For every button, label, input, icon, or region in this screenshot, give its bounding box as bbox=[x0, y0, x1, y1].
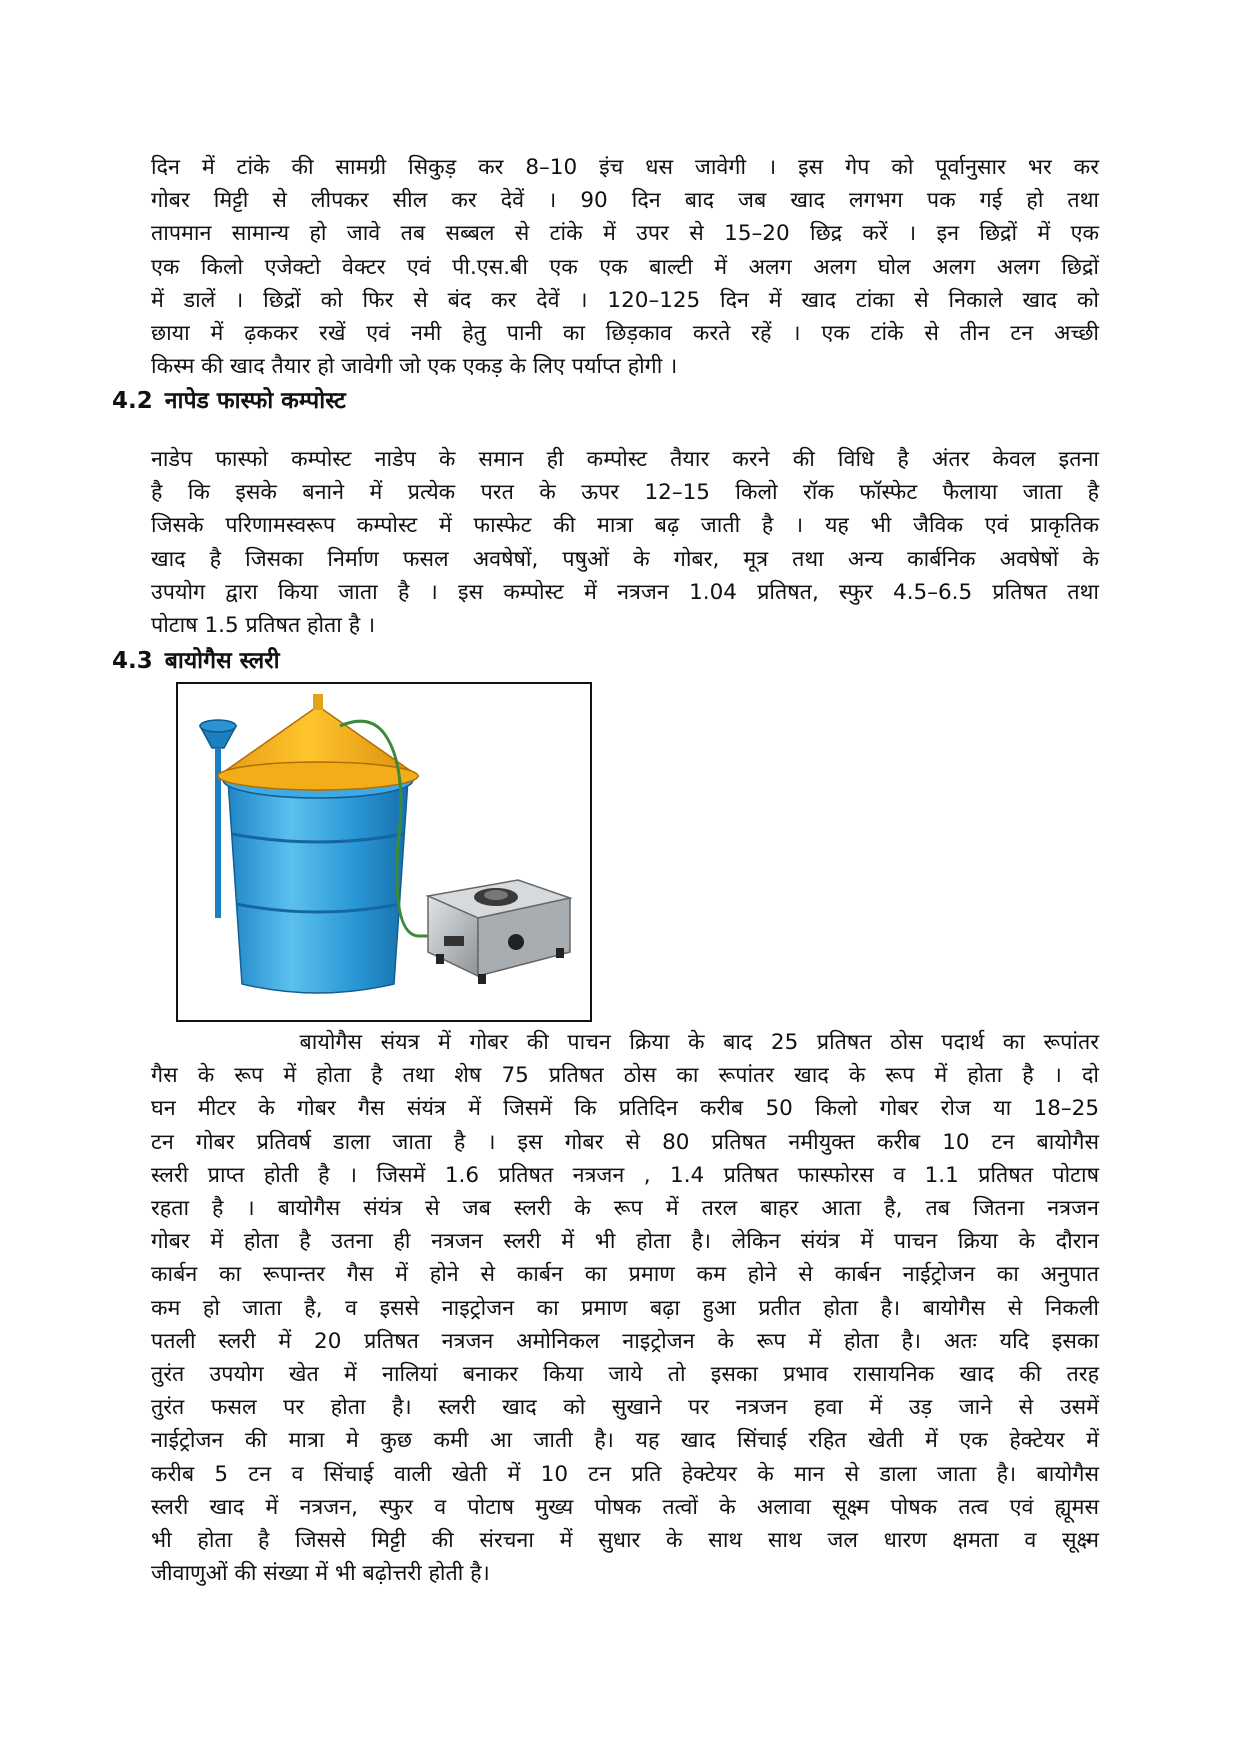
text-line: तुरंत फसल पर होता है। स्लरी खाद को सुखाने पर नत्रजन हवा में उड़ जाने से उसमें bbox=[151, 1395, 1099, 1421]
paragraph-naped-phospho bbox=[151, 443, 1099, 642]
text-line: तुरंत उपयोग खेत में नालियां बनाकर किया जाये तो इसका प्रभाव रासायनिक खाद की तरह bbox=[151, 1362, 1099, 1388]
text-line: खाद है जिसका निर्माण फसल अवषेषों, पषुओं के गोबर, मूत्र तथा अन्य कार्बनिक अवषेषों के bbox=[151, 546, 1099, 572]
biogas-plant-image bbox=[178, 684, 590, 1020]
text-line: स्लरी प्राप्त होती है । जिसमें 1.6 प्रतिषत नत्रजन , 1.4 प्रतिषत फास्फोरस व 1.1 प्रतिषत पोटाष bbox=[151, 1162, 1099, 1188]
text-line: जीवाणुओं की संख्या में भी बढ़ोत्तरी होती है। bbox=[151, 1561, 490, 1587]
paragraph-intro bbox=[151, 151, 1099, 383]
text-line: गैस के रूप में होता है तथा शेष 75 प्रतिषत ठोस का रूपांतर खाद के रूप में होता है । दो bbox=[151, 1063, 1099, 1089]
paragraph-biogas-slurry bbox=[151, 1026, 1099, 1590]
text-line: नाडेप फास्फो कम्पोस्ट नाडेप के समान ही कम्पोस्ट तैयार करने की विधि है अंतर केवल इतना bbox=[151, 447, 1099, 472]
section-title: बायोगैस स्लरी bbox=[164, 648, 280, 674]
text-line: उपयोग द्वारा किया जाता है । इस कम्पोस्ट में नत्रजन 1.04 प्रतिषत, स्फुर 4.5–6.5 प्रतिषत तथा bbox=[151, 579, 1099, 605]
section-heading-4-3 bbox=[112, 643, 280, 675]
text-line: गोबर मिट्टी से लीपकर सील कर देवें । 90 दिन बाद जब खाद लगभग पक गई हो तथा bbox=[151, 188, 1099, 214]
section-title: नापेड फास्फो कम्पोस्ट bbox=[164, 388, 346, 414]
biogas-plant-figure bbox=[176, 682, 592, 1022]
text-line: है कि इसके बनाने में प्रत्येक परत के ऊपर 12–15 किलो रॉक फॉस्फेट फैलाया जाता है bbox=[151, 480, 1099, 506]
text-line: कार्बन का रूपान्तर गैस में होने से कार्बन का प्रमाण कम होने से कार्बन नाईट्रोजन का अनुपात bbox=[151, 1262, 1099, 1288]
text-line: भी होता है जिससे मिट्टी की संरचना में सुधार के साथ साथ जल धारण क्षमता व सूक्ष्म bbox=[151, 1528, 1099, 1554]
text-line: में डालें । छिद्रों को फिर से बंद कर देवें । 120–125 दिन में खाद टांका से निकाले खाद को bbox=[151, 287, 1099, 313]
text-line: गोबर में होता है उतना ही नत्रजन स्लरी में भी होता है। लेकिन संयंत्र में पाचन क्रिया के दौरान bbox=[151, 1229, 1099, 1255]
text-line: दिन में टांके की सामग्री सिकुड़ कर 8–10 इंच धस जावेगी । इस गेप को पूर्वानुसार भर कर bbox=[151, 155, 1099, 180]
section-number: 4.2 bbox=[112, 388, 153, 414]
text-line: एक किलो एजेक्टो वेक्टर एवं पी.एस.बी एक एक बाल्टी में अलग अलग घोल अलग अलग छिद्रों bbox=[151, 254, 1099, 280]
text-line: किस्म की खाद तैयार हो जावेगी जो एक एकड़ के लिए पर्याप्त होगी । bbox=[151, 354, 678, 380]
text-line: जिसके परिणामस्वरूप कम्पोस्ट में फास्फेट की मात्रा बढ़ जाती है । यह भी जैविक एवं प्राकृतिक bbox=[151, 513, 1099, 539]
text-line: बायोगैस संयत्र में गोबर की पाचन क्रिया के बाद 25 प्रतिषत ठोस पदार्थ का रूपांतर bbox=[151, 1030, 1099, 1055]
text-line: करीब 5 टन व सिंचाई वाली खेती में 10 टन प्रति हेक्टेयर के मान से डाला जाता है। बायोगैस bbox=[151, 1461, 1099, 1487]
text-line: टन गोबर प्रतिवर्ष डाला जाता है । इस गोबर से 80 प्रतिषत नमीयुक्त करीब 10 टन बायोगैस bbox=[151, 1129, 1099, 1155]
section-heading-4-2 bbox=[112, 383, 346, 415]
text-line: तापमान सामान्य हो जावे तब सब्बल से टांके में उपर से 15–20 छिद्र करें । इन छिद्रों में एक bbox=[151, 221, 1099, 247]
text-line: कम हो जाता है, व इससे नाइट्रोजन का प्रमाण बढ़ा हुआ प्रतीत होता है। बायोगैस से निकली bbox=[151, 1295, 1099, 1321]
section-number: 4.3 bbox=[112, 648, 153, 674]
text-line: घन मीटर के गोबर गैस संयंत्र में जिसमें कि प्रतिदिन करीब 50 किलो गोबर रोज या 18–25 bbox=[151, 1096, 1099, 1122]
text-line: स्लरी खाद में नत्रजन, स्फुर व पोटाष मुख्य पोषक तत्वों के अलावा सूक्ष्म पोषक तत्व एवं ह्यूमस bbox=[151, 1494, 1099, 1520]
text-line: छाया में ढ़ककर रखें एवं नमी हेतु पानी का छिड़काव करते रहें । एक टांके से तीन टन अच्छी bbox=[151, 321, 1099, 347]
text-line: रहता है । बायोगैस संयंत्र से जब स्लरी के रूप में तरल बाहर आता है, तब जितना नत्रजन bbox=[151, 1196, 1099, 1222]
text-line: नाईट्रोजन की मात्रा मे कुछ कमी आ जाती है। यह खाद सिंचाई रहित खेती में एक हेक्टेयर में bbox=[151, 1428, 1099, 1454]
text-line: पतली स्लरी में 20 प्रतिषत नत्रजन अमोनिकल नाइट्रोजन के रूप में होता है। अतः यदि इसका bbox=[151, 1328, 1099, 1354]
text-line: पोटाष 1.5 प्रतिषत होता है । bbox=[151, 613, 376, 639]
